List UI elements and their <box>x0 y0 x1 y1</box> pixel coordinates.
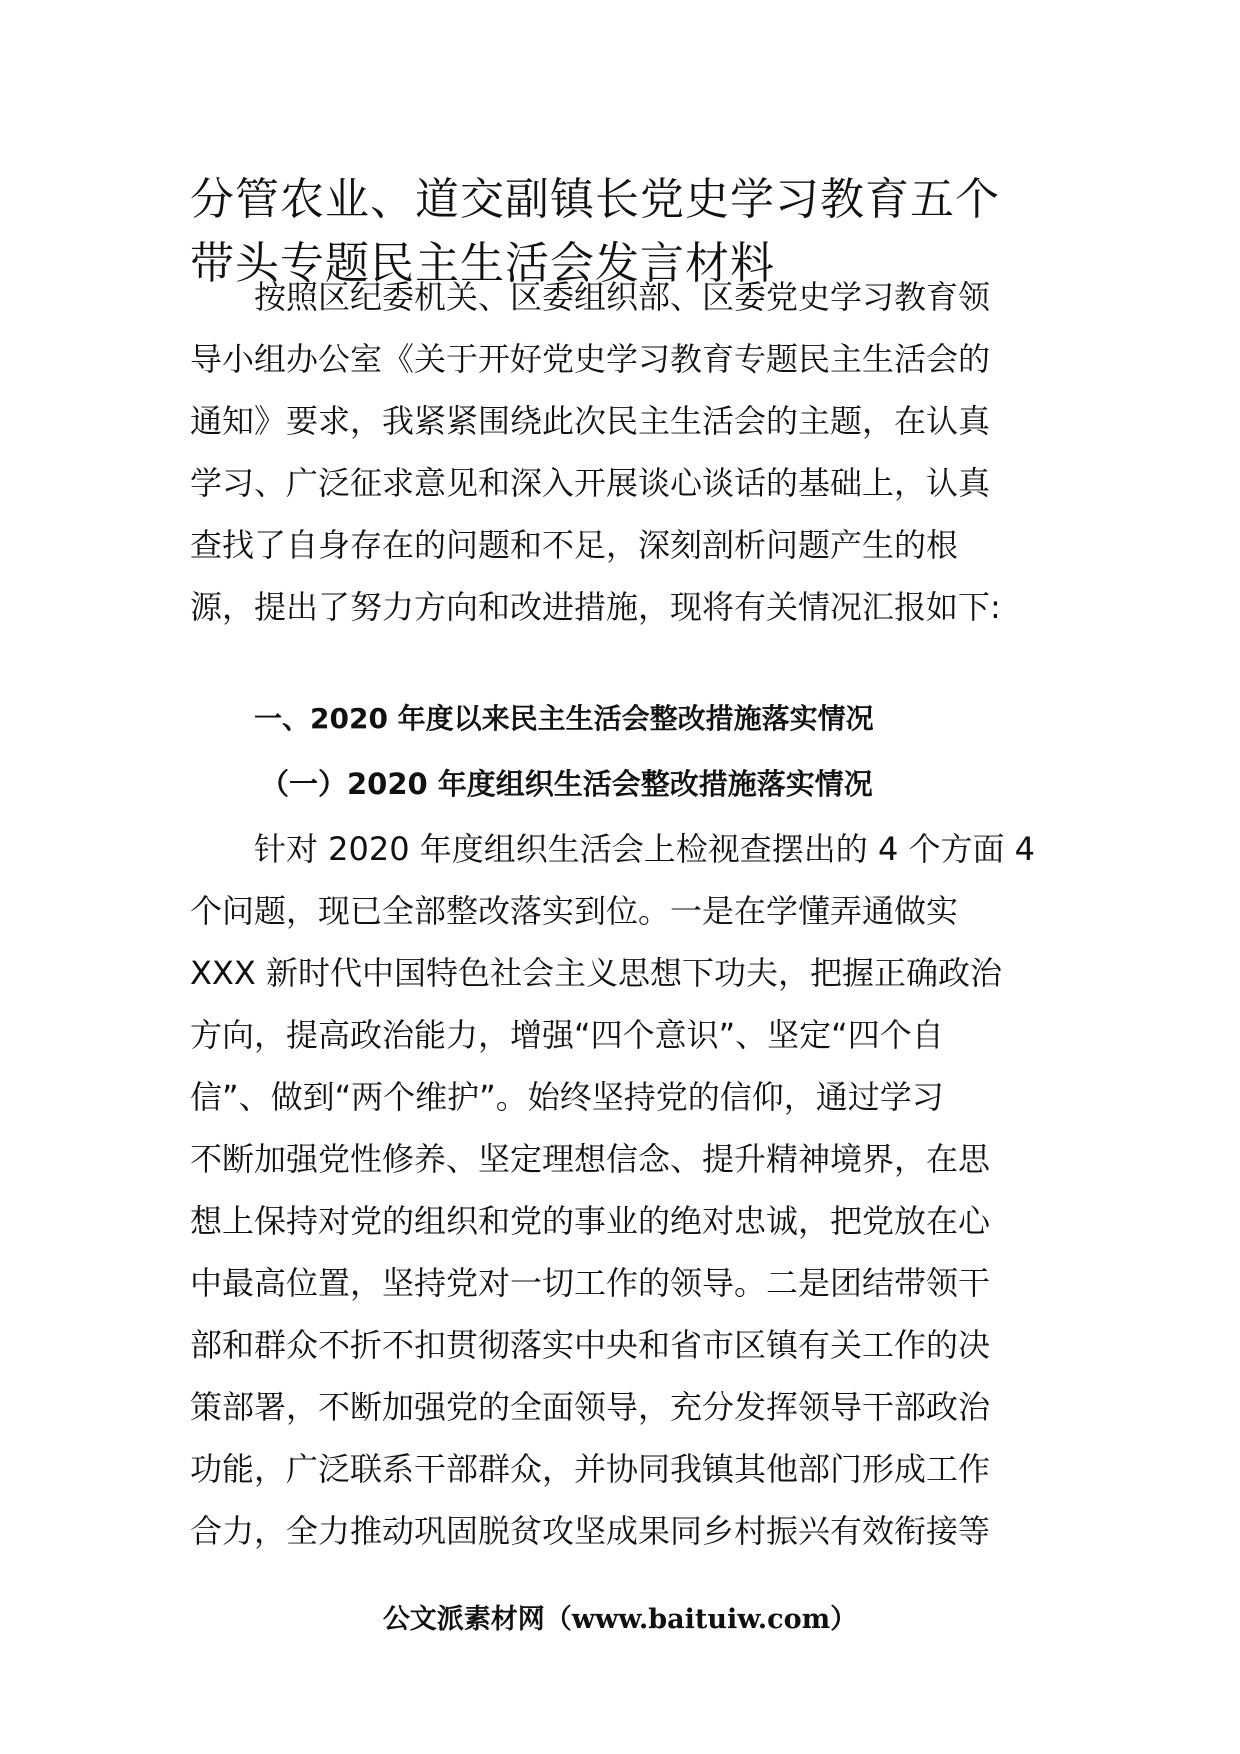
body-paragraph <box>190 818 1060 1562</box>
subsection-heading-1: （一）2020 年度组织生活会整改措施落实情况 <box>260 767 873 801</box>
footer-source: 公文派素材网（www.baituiw.com） <box>382 1604 858 1635</box>
body-line-12: 合力，全力推动巩固脱贫攻坚成果同乡村振兴有效衔接等 <box>190 1512 991 1550</box>
body-line-2: 个问题，现已全部整改落实到位。一是在学懂弄通做实 <box>190 892 959 930</box>
section-heading-1: 一、2020 年度以来民主生活会整改措施落实情况 <box>254 702 874 735</box>
intro-line-4: 学习、广泛征求意见和深入开展谈心谈话的基础上，认真 <box>190 464 991 502</box>
body-line-9: 部和群众不折不扣贯彻落实中央和省市区镇有关工作的决 <box>190 1326 991 1364</box>
intro-paragraph <box>190 266 1060 638</box>
intro-line-5: 查找了自身存在的问题和不足，深刻剖析问题产生的根 <box>190 526 959 564</box>
body-line-3: XXX 新时代中国特色社会主义思想下功夫，把握正确政治 <box>190 954 1002 992</box>
body-line-1: 针对 2020 年度组织生活会上检视查摆出的 4 个方面 4 <box>254 830 1036 868</box>
intro-line-2: 导小组办公室《关于开好党史学习教育专题民主生活会的 <box>190 340 991 378</box>
body-line-5: 信”、做到“两个维护”。始终坚持党的信仰，通过学习 <box>190 1078 944 1116</box>
title-line-2: 带头专题民主生活会发言材料 <box>190 238 775 289</box>
body-line-11: 功能，广泛联系干部群众，并协同我镇其他部门形成工作 <box>190 1450 991 1488</box>
body-line-8: 中最高位置，坚持党对一切工作的领导。二是团结带领干 <box>190 1264 991 1302</box>
intro-line-1: 按照区纪委机关、区委组织部、区委党史学习教育领 <box>254 278 991 316</box>
body-line-6: 不断加强党性修养、坚定理想信念、提升精神境界，在思 <box>190 1140 991 1178</box>
title-line-1: 分管农业、道交副镇长党史学习教育五个 <box>190 174 1000 225</box>
body-line-10: 策部署，不断加强党的全面领导，充分发挥领导干部政治 <box>190 1388 991 1426</box>
body-line-4: 方向，提高政治能力，增强“四个意识”、坚定“四个自 <box>190 1016 944 1054</box>
intro-line-6: 源，提出了努力方向和改进措施，现将有关情况汇报如下: <box>190 588 1001 626</box>
body-line-7: 想上保持对党的组织和党的事业的绝对忠诚，把党放在心 <box>190 1202 991 1240</box>
intro-line-3: 通知》要求，我紧紧围绕此次民主生活会的主题，在认真 <box>190 402 991 440</box>
